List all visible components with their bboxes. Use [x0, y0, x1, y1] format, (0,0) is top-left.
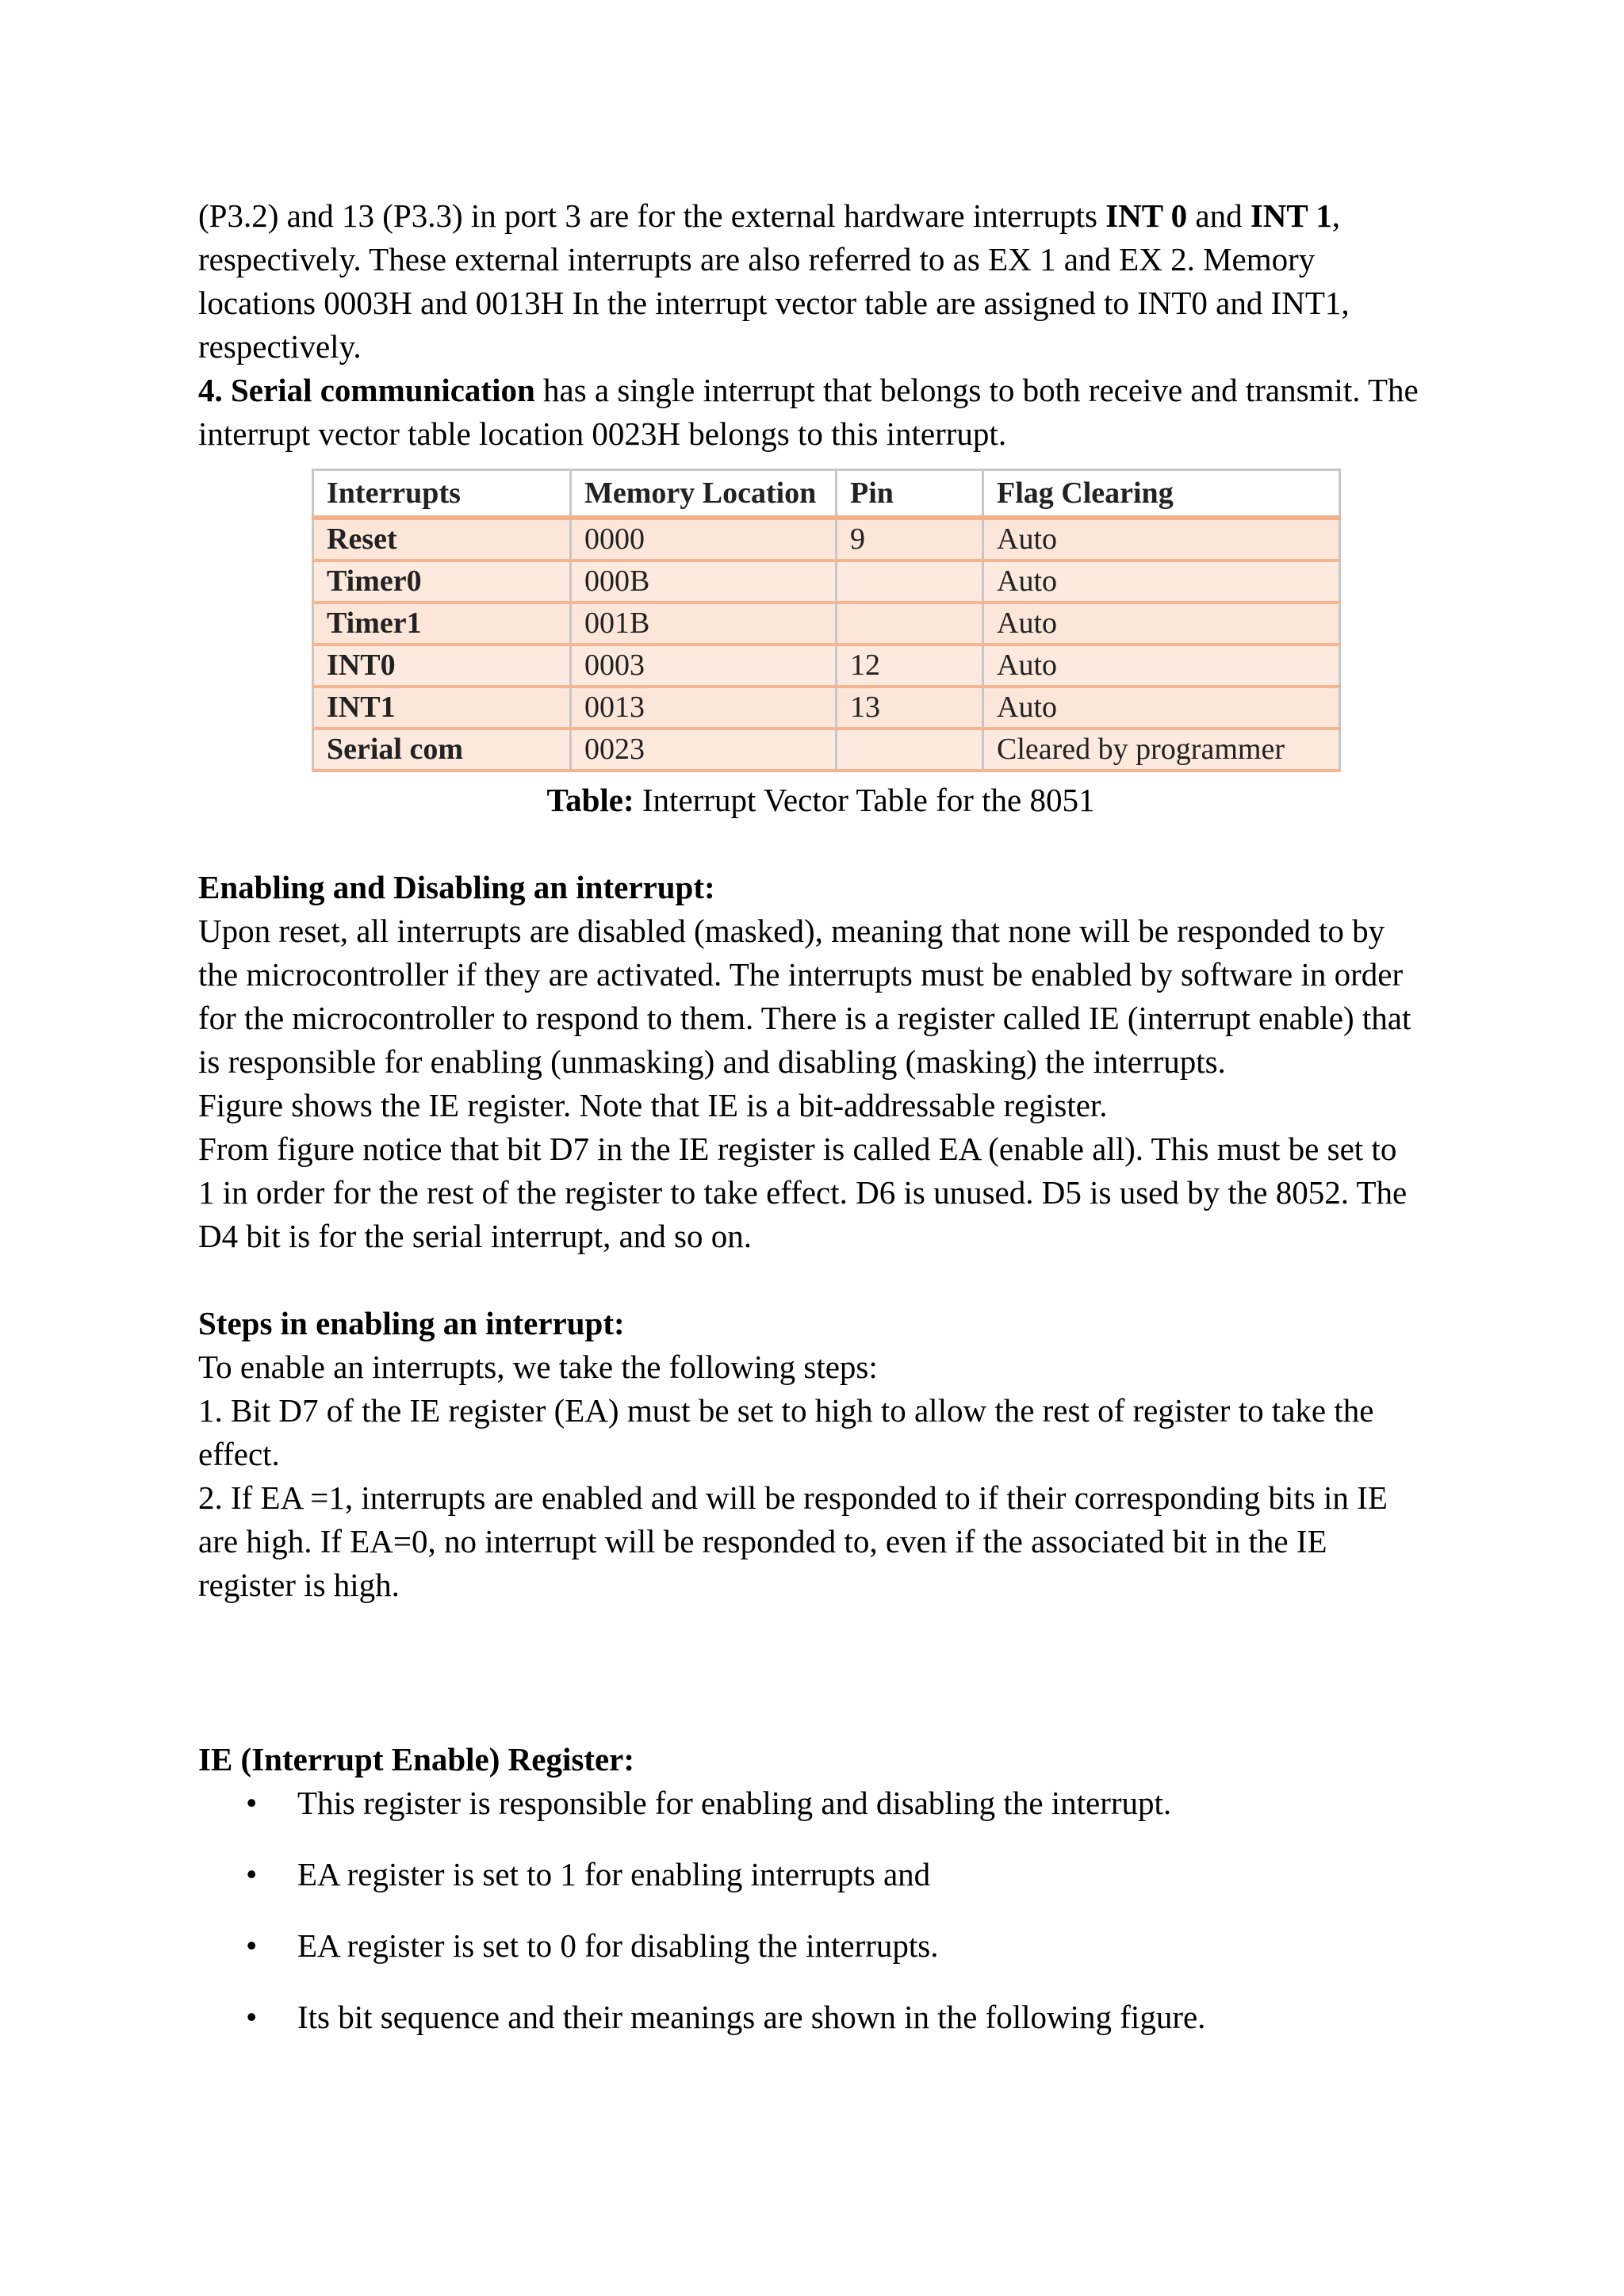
enabling-line: From figure notice that bit D7 in the IE register is called EA (enable all). This must be set to [198, 1131, 1397, 1167]
enabling-line: for the microcontroller to respond to them. There is a register called IE (interrupt enable) that [198, 1000, 1411, 1036]
serial-label: 4. Serial communication [198, 372, 535, 408]
enabling-line: Figure shows the IE register. Note that IE is a bit-addressable register. [198, 1087, 1108, 1123]
table-row [313, 518, 1340, 561]
serial-paragraph-line-2: interrupt vector table location 0023H belongs to this interrupt. [198, 415, 1007, 452]
bullet-icon: • [246, 1785, 258, 1821]
bullet-icon: • [246, 1927, 258, 1964]
header-pin: Pin [837, 470, 983, 519]
cell-pin: 9 [837, 518, 983, 561]
table-row [313, 561, 1340, 603]
cell-memory-location: 001B [571, 603, 837, 645]
cell-memory-location: 0000 [571, 518, 837, 561]
bullet-icon: • [246, 1999, 258, 2035]
document-page [198, 194, 1443, 2067]
table-caption [198, 779, 1443, 822]
steps-line: To enable an interrupts, we take the following steps: [198, 1349, 878, 1385]
serial-paragraph-line-1 [198, 369, 1443, 412]
intro-line-1 [198, 194, 1443, 238]
table-header-row [313, 470, 1340, 519]
cell-interrupt-name: Timer0 [313, 561, 571, 603]
interrupt-vector-table [312, 469, 1341, 772]
intro-line-1-and: and [1187, 197, 1251, 234]
enabling-section-title: Enabling and Disabling an interrupt: [198, 869, 715, 905]
cell-pin [837, 729, 983, 771]
spacer [198, 1258, 1443, 1302]
table-row [313, 729, 1340, 771]
steps-line: 2. If EA =1, interrupts are enabled and will be responded to if their corresponding bits in IE [198, 1479, 1388, 1516]
steps-line: 1. Bit D7 of the IE register (EA) must be set to high to allow the rest of register to take the [198, 1392, 1374, 1429]
cell-pin: 13 [837, 687, 983, 729]
header-flag-clearing: Flag Clearing [983, 470, 1340, 519]
table-row [313, 687, 1340, 729]
steps-line: are high. If EA=0, no interrupt will be responded to, even if the associated bit in the IE [198, 1523, 1327, 1559]
spacer [198, 822, 1443, 866]
intro-line-3: locations 0003H and 0013H In the interrupt vector table are assigned to INT0 and INT1, [198, 285, 1350, 321]
enabling-line: 1 in order for the rest of the register to take effect. D6 is unused. D5 is used by the 8052. The [198, 1174, 1408, 1211]
list-item [198, 1853, 1443, 1896]
enabling-line: Upon reset, all interrupts are disabled (masked), meaning that none will be responded to by [198, 913, 1385, 949]
cell-interrupt-name: INT1 [313, 687, 571, 729]
list-item [198, 1781, 1443, 1825]
list-item-text: EA register is set to 0 for disabling the interrupts. [297, 1927, 939, 1964]
table-caption-label: Table: [546, 782, 634, 818]
cell-interrupt-name: INT0 [313, 645, 571, 687]
intro-line-1-post: , [1331, 197, 1341, 234]
list-item-text: EA register is set to 1 for enabling interrupts and [297, 1856, 931, 1892]
cell-flag-clearing: Auto [983, 687, 1340, 729]
int0-label: INT 0 [1105, 197, 1188, 234]
cell-memory-location: 000B [571, 561, 837, 603]
cell-pin [837, 603, 983, 645]
list-item-text: This register is responsible for enabling and disabling the interrupt. [297, 1785, 1172, 1821]
steps-line: register is high. [198, 1567, 400, 1603]
header-interrupts: Interrupts [313, 470, 571, 519]
enabling-line: is responsible for enabling (unmasking) and disabling (masking) the interrupts. [198, 1043, 1226, 1080]
cell-memory-location: 0023 [571, 729, 837, 771]
table-row [313, 645, 1340, 687]
ie-register-bullet-list [198, 1781, 1443, 2039]
cell-pin: 12 [837, 645, 983, 687]
list-item [198, 1996, 1443, 2039]
intro-line-4: respectively. [198, 328, 362, 365]
cell-flag-clearing: Cleared by programmer [983, 729, 1340, 771]
intro-line-1-pre: (P3.2) and 13 (P3.3) in port 3 are for the external hardware interrupts [198, 197, 1106, 234]
cell-memory-location: 0003 [571, 645, 837, 687]
steps-line: effect. [198, 1436, 280, 1472]
cell-interrupt-name: Timer1 [313, 603, 571, 645]
serial-text: has a single interrupt that belongs to both receive and transmit. The [534, 372, 1419, 408]
header-memory-location: Memory Location [571, 470, 837, 519]
bullet-icon: • [246, 1856, 258, 1892]
cell-flag-clearing: Auto [983, 645, 1340, 687]
cell-flag-clearing: Auto [983, 561, 1340, 603]
table-row [313, 603, 1340, 645]
steps-section-title: Steps in enabling an interrupt: [198, 1305, 625, 1341]
int1-label: INT 1 [1250, 197, 1332, 234]
enabling-line: the microcontroller if they are activated. The interrupts must be enabled by software in order [198, 956, 1404, 993]
cell-flag-clearing: Auto [983, 603, 1340, 645]
cell-flag-clearing: Auto [983, 518, 1340, 561]
list-item-text: Its bit sequence and their meanings are shown in the following figure. [297, 1999, 1206, 2035]
intro-line-2: respectively. These external interrupts are also referred to as EX 1 and EX 2. Memory [198, 241, 1316, 277]
cell-memory-location: 0013 [571, 687, 837, 729]
list-item [198, 1924, 1443, 1968]
cell-interrupt-name: Reset [313, 518, 571, 561]
cell-pin [837, 561, 983, 603]
interrupt-vector-table-wrapper [312, 469, 1341, 772]
enabling-line: D4 bit is for the serial interrupt, and so on. [198, 1218, 753, 1254]
cell-interrupt-name: Serial com [313, 729, 571, 771]
table-caption-text: Interrupt Vector Table for the 8051 [634, 782, 1095, 818]
spacer [198, 1607, 1443, 1738]
ie-register-section-title: IE (Interrupt Enable) Register: [198, 1741, 635, 1777]
